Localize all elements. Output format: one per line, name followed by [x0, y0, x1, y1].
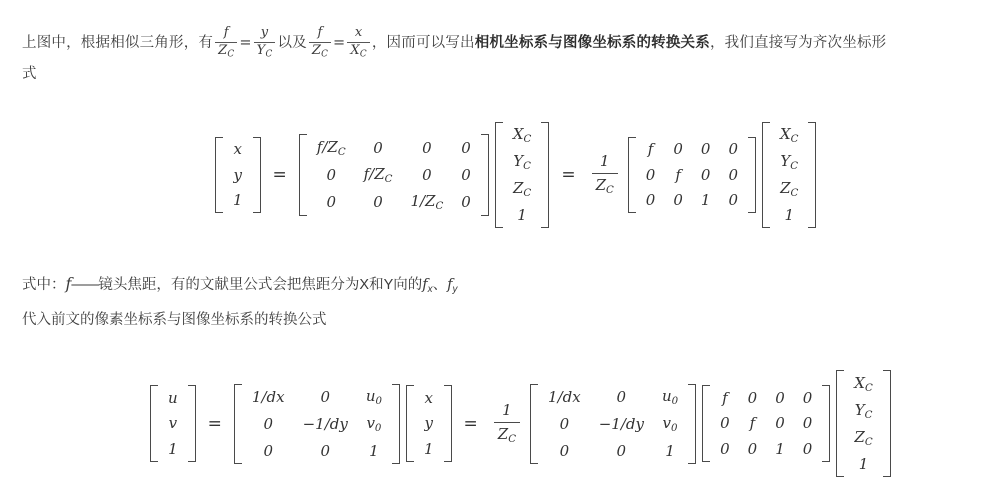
denominator-subscript: C — [227, 49, 235, 60]
bracket-left — [150, 385, 158, 462]
matrix-cell: 0 — [373, 138, 383, 157]
note-symbol-fy-subscript: y — [452, 284, 458, 296]
matrix-cell: $v_0$ — [662, 414, 678, 435]
matrix-cell: −1/dy — [302, 415, 348, 434]
bracket-left — [406, 385, 414, 462]
matrix-row — [771, 149, 807, 176]
note-symbol-fx: f — [422, 277, 428, 294]
equation2-scalar-one-over-zc — [494, 401, 520, 446]
matrix-cell: $1/Z_C$ — [410, 192, 444, 212]
bracket-left — [495, 122, 503, 229]
matrix-row — [159, 436, 187, 462]
note-dash: —— — [71, 277, 99, 294]
matrix-row — [224, 188, 252, 214]
matrix-row — [243, 384, 391, 411]
matrix-cell: $Y_C$ — [780, 152, 799, 173]
fraction-numerator: 1 — [599, 152, 610, 171]
matrix-cell: f — [675, 165, 681, 184]
matrix-cell: f — [647, 140, 654, 159]
equation1-matrix-1 — [299, 134, 489, 215]
matrix-cell: −1/dy — [598, 415, 644, 434]
matrix-cell: 0 — [616, 441, 627, 460]
fraction-numerator: f — [223, 25, 229, 40]
paragraph-intro-seg4: ，我们直接写为齐次坐标形 — [709, 34, 887, 51]
matrix-cell: 0 — [700, 165, 711, 184]
matrix-cell: 1 — [665, 441, 675, 460]
matrix-row — [415, 411, 443, 437]
note-symbol-f: f — [65, 274, 72, 294]
fraction-numerator: f — [317, 25, 323, 40]
equation1-vector-2 — [762, 122, 816, 229]
matrix-cell: 0 — [645, 191, 656, 210]
matrix-cell: 0 — [720, 439, 730, 458]
matrix-cell: $X_C$ — [854, 373, 873, 394]
denominator-subscript: C — [321, 49, 329, 60]
matrix-cell: 0 — [802, 414, 813, 433]
matrix-row — [504, 203, 540, 229]
matrix-body — [415, 385, 443, 462]
matrix-cell: $u_0$ — [365, 387, 382, 408]
matrix-row — [539, 411, 687, 438]
matrix-cell: 0 — [461, 138, 471, 157]
matrix-row — [845, 452, 881, 477]
matrix-cell: $u_0$ — [661, 387, 679, 408]
equation1-vector-1 — [495, 122, 549, 229]
equation2-matrix-3 — [702, 385, 830, 462]
matrix-cell: 1 — [168, 439, 178, 458]
matrix-cell: 0 — [422, 165, 432, 184]
equation2-vector-1 — [406, 385, 452, 462]
matrix-cell: 0 — [802, 439, 813, 458]
bracket-right — [822, 385, 830, 462]
equals-sign-2: = — [333, 34, 346, 51]
matrix-row — [711, 385, 821, 411]
matrix-row — [308, 134, 480, 161]
bracket-right — [541, 122, 549, 229]
matrix-body — [771, 122, 807, 229]
bracket-right — [883, 370, 891, 477]
matrix-cell: $Z_C$ — [854, 428, 873, 448]
note-text: 镜头焦距，有的文献里公式会把焦距分为X和Y向的 — [98, 277, 423, 294]
matrix-row — [159, 385, 187, 411]
matrix-row — [504, 176, 540, 203]
matrix-cell: 0 — [326, 192, 336, 211]
denominator-base: X — [350, 42, 360, 58]
inline-fraction-y-over-yc — [254, 26, 276, 60]
bracket-left — [702, 385, 710, 462]
matrix-cell: $Y_C$ — [513, 152, 531, 173]
matrix-row — [243, 438, 391, 464]
inline-fraction-f-over-zc-1 — [215, 26, 237, 60]
matrix-row — [711, 436, 821, 462]
bracket-right — [748, 137, 756, 214]
denominator-base: Y — [256, 42, 266, 58]
equation1-equals-1: = — [272, 165, 287, 186]
matrix-cell: 0 — [461, 165, 471, 184]
matrix-cell: 0 — [747, 388, 758, 407]
paragraph-intro-seg1: 上图中，根据相似三角形，有 — [22, 34, 214, 51]
paragraph-intro-seg2: 以及 — [277, 34, 307, 51]
matrix-cell: 1 — [517, 206, 527, 225]
matrix-cell: 1 — [858, 455, 869, 474]
matrix-row — [845, 370, 881, 397]
paragraph-intro-seg3: ，因而可以写出 — [371, 34, 475, 51]
note-comma: 、 — [432, 277, 448, 294]
matrix-cell: y — [233, 165, 243, 184]
matrix-row — [845, 425, 881, 452]
bracket-left — [836, 370, 844, 477]
matrix-cell: 0 — [326, 165, 336, 184]
paragraph-intro-bold: 相机坐标系与图像坐标系的转换关系 — [474, 34, 710, 51]
matrix-row — [308, 189, 480, 216]
fraction-numerator: x — [354, 25, 363, 40]
denominator-subscript: C — [265, 49, 273, 60]
matrix-cell: 0 — [559, 441, 570, 460]
equation2-matrix-2 — [530, 384, 696, 464]
matrix-cell: 0 — [720, 414, 730, 433]
equation2-equals-1: = — [207, 413, 222, 434]
matrix-row — [504, 149, 540, 176]
matrix-row — [637, 188, 747, 214]
inline-fraction-x-over-xc — [347, 26, 369, 60]
equation1-matrix-2 — [628, 137, 756, 214]
matrix-cell: 1/dx — [548, 388, 581, 407]
bracket-right — [481, 134, 489, 215]
matrix-cell: 0 — [728, 165, 738, 184]
fraction-denominator: $Z_C$ — [592, 173, 618, 198]
matrix-cell: $X_C$ — [512, 125, 532, 145]
matrix-row — [771, 176, 807, 203]
matrix-cell: 1 — [700, 191, 711, 210]
bracket-left — [530, 384, 538, 464]
matrix-row — [637, 162, 747, 188]
matrix-cell: 0 — [747, 439, 758, 458]
equation2-vector-2 — [836, 370, 890, 477]
equation2-lhs-vector — [150, 385, 196, 462]
matrix-cell: 0 — [320, 441, 330, 460]
matrix-cell: 0 — [320, 388, 330, 407]
matrix-cell: u — [168, 388, 178, 407]
fraction-denominator — [254, 42, 276, 60]
matrix-cell: $X_C$ — [779, 125, 799, 145]
paragraph-intro — [22, 26, 975, 88]
matrix-row — [771, 203, 807, 229]
equation1-lhs-vector — [215, 137, 261, 214]
denominator-subscript: C — [359, 49, 367, 60]
matrix-body — [504, 122, 540, 229]
bracket-left — [762, 122, 770, 229]
matrix-cell: 1/dx — [251, 388, 285, 407]
matrix-cell: 1 — [233, 191, 243, 210]
matrix-cell: x — [424, 388, 433, 407]
matrix-row — [637, 137, 747, 163]
inline-fraction-f-over-zc-2 — [309, 26, 331, 60]
matrix-row — [224, 162, 252, 188]
matrix-cell: f — [722, 388, 728, 407]
matrix-cell: v — [168, 414, 178, 433]
matrix-body — [159, 385, 187, 462]
matrix-cell: 0 — [700, 140, 711, 159]
matrix-row — [224, 137, 252, 163]
matrix-body — [224, 137, 252, 214]
matrix-cell: 0 — [728, 191, 738, 210]
matrix-cell: 0 — [673, 140, 683, 159]
matrix-row — [308, 161, 480, 188]
matrix-cell: 0 — [616, 388, 627, 407]
matrix-cell: 0 — [373, 192, 383, 211]
bracket-right — [253, 137, 261, 214]
matrix-cell: 0 — [728, 140, 738, 159]
matrix-row — [845, 397, 881, 424]
matrix-cell: $Z_C$ — [512, 179, 532, 200]
fraction-numerator: 1 — [502, 401, 512, 420]
note-substitution: 代入前文的像素坐标系与图像坐标系的转换公式 — [22, 312, 327, 329]
matrix-row — [539, 438, 687, 464]
fraction-numerator: y — [260, 25, 269, 40]
bracket-left — [299, 134, 307, 215]
matrix-row — [711, 411, 821, 437]
matrix-body — [845, 370, 881, 477]
matrix-cell: 1 — [369, 441, 379, 460]
matrix-row — [159, 411, 187, 437]
denominator-base: Z — [218, 42, 228, 58]
matrix-row — [539, 384, 687, 411]
matrix-cell: 0 — [645, 165, 656, 184]
matrix-cell: $Y_C$ — [854, 400, 873, 421]
matrix-row — [415, 436, 443, 462]
bracket-left — [628, 137, 636, 214]
matrix-cell: $f/Z_C$ — [363, 164, 393, 185]
bracket-left — [234, 384, 242, 464]
matrix-row — [415, 385, 443, 411]
bracket-left — [215, 137, 223, 214]
equation2-equals-2: = — [463, 413, 478, 434]
bracket-right — [188, 385, 196, 462]
matrix-body — [711, 385, 821, 462]
equation1-equals-2: = — [561, 165, 576, 186]
matrix-cell: 0 — [461, 192, 471, 211]
note-prefix: 式中： — [22, 277, 66, 294]
equation-camera-to-image — [22, 122, 975, 229]
matrix-cell: $Z_C$ — [780, 179, 799, 200]
matrix-cell: 0 — [559, 415, 570, 434]
matrix-body — [243, 384, 391, 464]
paragraph-intro-seg5: 式 — [22, 65, 37, 82]
fraction-denominator: $Z_C$ — [494, 422, 520, 447]
fraction-denominator — [215, 42, 237, 60]
bracket-right — [688, 384, 696, 464]
matrix-cell: 0 — [802, 388, 813, 407]
equals-sign-1: = — [239, 34, 252, 51]
fraction-denominator — [309, 42, 331, 60]
fraction-denominator — [347, 42, 369, 60]
matrix-cell: 0 — [263, 441, 274, 460]
matrix-cell: 1 — [424, 439, 434, 458]
matrix-body — [637, 137, 747, 214]
matrix-row — [504, 122, 540, 149]
matrix-cell: 0 — [263, 415, 274, 434]
matrix-cell: x — [233, 140, 242, 159]
matrix-body — [539, 384, 687, 464]
equation2-matrix-1 — [234, 384, 400, 464]
matrix-row — [771, 122, 807, 149]
equation1-scalar-one-over-zc — [592, 152, 618, 197]
matrix-cell: 0 — [775, 414, 785, 433]
matrix-cell: f — [749, 414, 756, 433]
bracket-right — [808, 122, 816, 229]
denominator-base: Z — [311, 42, 322, 58]
note-focal-length — [22, 270, 975, 304]
matrix-cell: 0 — [673, 191, 683, 210]
equation-pixel-to-camera — [22, 370, 975, 477]
note-symbol-fy: f — [447, 277, 453, 294]
bracket-right — [444, 385, 452, 462]
matrix-row — [243, 411, 391, 438]
matrix-cell: $v_0$ — [366, 414, 382, 435]
matrix-cell: 1 — [775, 439, 785, 458]
note-symbol-fx-subscript: x — [427, 284, 433, 296]
matrix-cell: $f/Z_C$ — [316, 137, 346, 158]
matrix-body — [308, 134, 480, 215]
matrix-cell: 0 — [422, 138, 432, 157]
bracket-right — [392, 384, 400, 464]
matrix-cell: 0 — [775, 388, 785, 407]
matrix-cell: y — [424, 414, 434, 433]
matrix-cell: 1 — [784, 206, 794, 225]
